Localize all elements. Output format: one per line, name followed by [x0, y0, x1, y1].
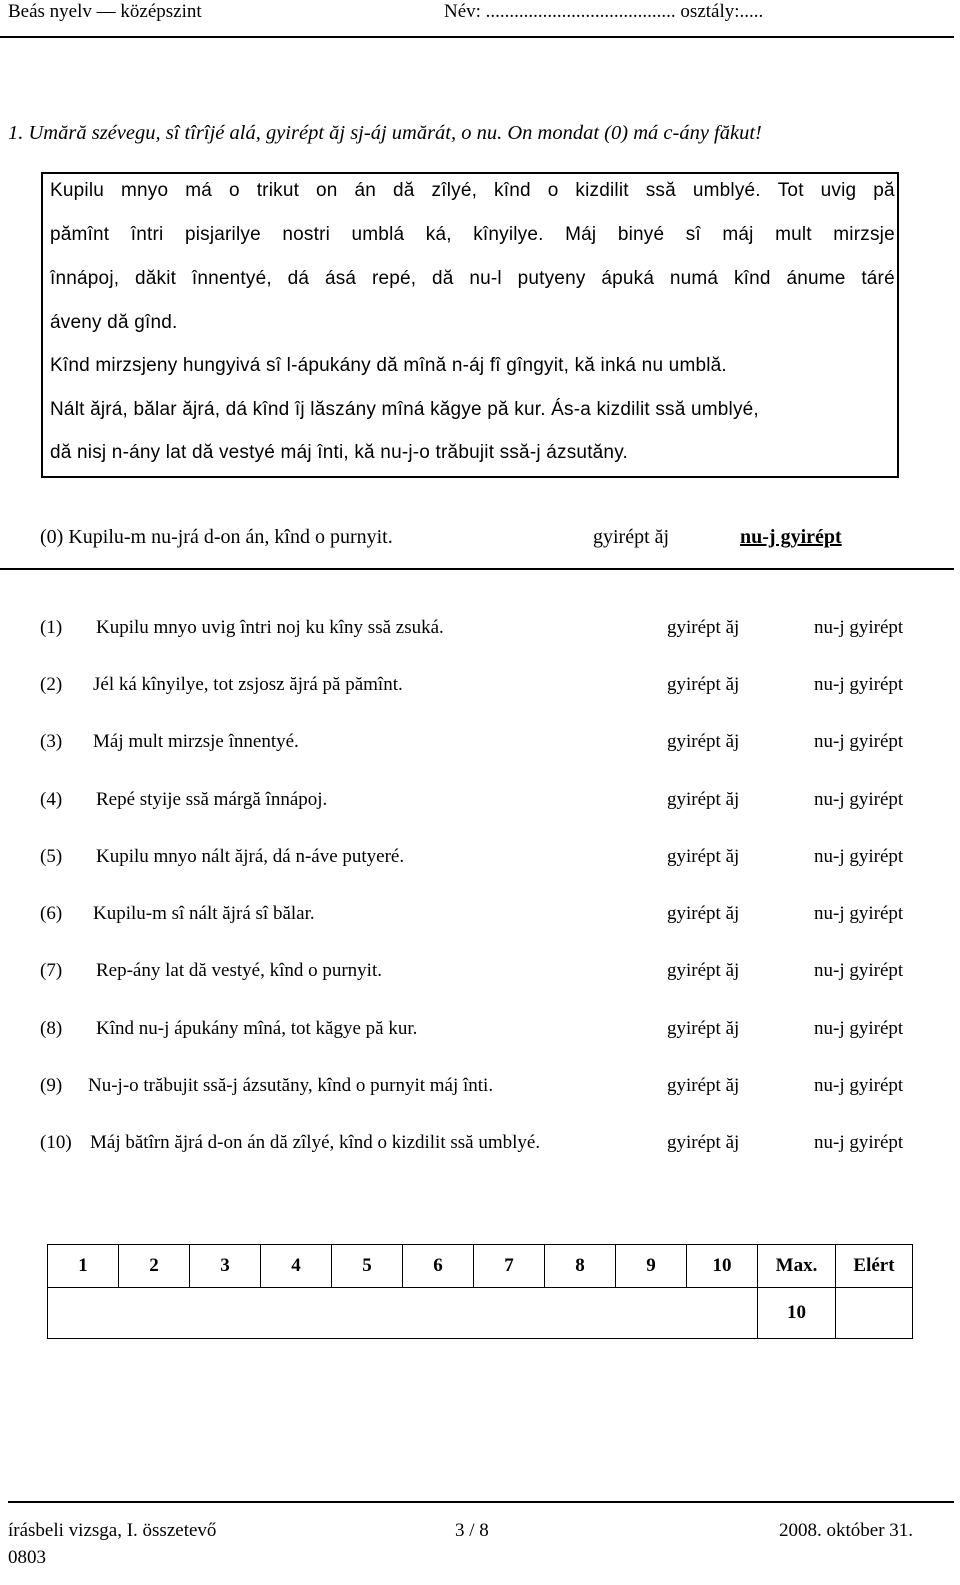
word: sî	[685, 224, 701, 245]
word: má	[185, 180, 212, 201]
item-number: (8)	[40, 1018, 63, 1039]
word: umblyé.	[692, 180, 761, 201]
statement-item	[40, 731, 930, 761]
score-header-cell: 7	[474, 1245, 545, 1288]
statement-item	[40, 1018, 930, 1048]
item-text: Kupilu mnyo nált ăjrá, dá n-áve putyeré.	[96, 846, 405, 867]
word: táré	[861, 268, 895, 289]
word: înnentyé,	[191, 268, 272, 289]
max-points-cell: 10	[758, 1288, 836, 1339]
word: o	[547, 180, 559, 201]
section-rule	[0, 568, 954, 570]
item-text: Nu-j-o trăbujit ssă-j ázsutăny, kînd o purnyit máj înti.	[88, 1075, 494, 1096]
score-header-cell: 1	[48, 1245, 119, 1288]
word: dă	[393, 180, 415, 201]
item-text: Máj bătîrn ăjrá d-on án dă zîlyé, kînd o kizdilit ssă umblyé.	[90, 1132, 541, 1153]
word: Kupilu	[50, 180, 105, 201]
word: binyé	[617, 224, 665, 245]
word: pisjarilye	[184, 224, 261, 245]
score-header-cell: Max.	[758, 1245, 836, 1288]
item-number: (5)	[40, 846, 63, 867]
word: nostri	[282, 224, 331, 245]
word: ká,	[425, 224, 452, 245]
word: înnápoj,	[50, 268, 120, 289]
footer-exam-type: írásbeli vizsga, I. összetevő	[8, 1520, 217, 1541]
word: mnyo	[120, 180, 169, 201]
option-true[interactable]: gyirépt ăj	[667, 846, 740, 867]
word: întri	[130, 224, 164, 245]
word: Tot	[777, 180, 804, 201]
item-text: Rep-ány lat dă vestyé, kînd o purnyit.	[96, 960, 382, 981]
example-sentence: (0) Kupilu-m nu-jrá d-on án, kînd o purnyit.	[40, 526, 393, 548]
item-text: Jél ká kînyilye, tot zsjosz ăjrá pă pămînt.	[93, 674, 403, 695]
score-header-cell: 5	[332, 1245, 403, 1288]
word: kizdilit	[575, 180, 629, 201]
word: on	[316, 180, 338, 201]
page-header	[0, 0, 960, 40]
reading-line: dă nisj n-ány lat dă vestyé máj înti, kă nu-j-o trăbujit ssă-j ázsutăny.	[50, 442, 628, 463]
option-true[interactable]: gyirépt ăj	[667, 617, 740, 638]
word: umblá	[351, 224, 405, 245]
name-class-field: Név: ........................................ osztály:.....	[444, 1, 764, 22]
exam-code: 0803	[8, 1547, 46, 1568]
option-true[interactable]: gyirépt ăj	[667, 1075, 740, 1096]
option-true[interactable]: gyirépt ăj	[667, 789, 740, 810]
statement-item	[40, 789, 930, 819]
score-header-cell: 2	[119, 1245, 190, 1288]
reading-line: áveny dă gînd.	[50, 312, 178, 333]
score-table	[47, 1244, 913, 1339]
item-text: Kînd nu-j ápukány mîná, tot kăgye pă kur.	[96, 1018, 418, 1039]
footer-date: 2008. október 31.	[779, 1520, 914, 1541]
word: dă	[432, 268, 454, 289]
word: dăkit	[134, 268, 177, 289]
reading-line: Nált ăjrá, bălar ăjrá, dá kînd îj lăszány mîná kăgye pă kur. Ás-a kizdilit ssă umblyé,	[50, 399, 759, 420]
word: Máj	[565, 224, 597, 245]
item-number: (7)	[40, 960, 63, 981]
word: pă	[873, 180, 895, 201]
option-false[interactable]: nu-j gyirépt	[814, 1132, 904, 1153]
item-number: (6)	[40, 903, 63, 924]
header-rule	[0, 36, 954, 38]
option-false[interactable]: nu-j gyirépt	[814, 617, 904, 638]
statement-item	[40, 617, 930, 647]
word: kînyilye.	[473, 224, 544, 245]
item-number: (9)	[40, 1075, 63, 1096]
example-answer-underlined: nu-j gyirépt	[740, 526, 842, 548]
word: ssă	[645, 180, 676, 201]
word: o	[228, 180, 240, 201]
statement-item	[40, 960, 930, 990]
option-false[interactable]: nu-j gyirépt	[814, 1018, 904, 1039]
word: numá	[669, 268, 719, 289]
statement-item	[40, 846, 930, 876]
word: nu-l	[469, 268, 502, 289]
option-false[interactable]: nu-j gyirépt	[814, 903, 904, 924]
statement-item	[40, 903, 930, 933]
option-false[interactable]: nu-j gyirépt	[814, 731, 904, 752]
task-title: 1. Umără szévegu, sî tîrîjé alá, gyirépt ăj sj-áj umărát, o nu. On mondat (0) má c-ány făkut!	[8, 122, 762, 144]
example-option-false	[740, 526, 842, 549]
option-true[interactable]: gyirépt ăj	[667, 674, 740, 695]
word: putyeny	[517, 268, 586, 289]
statement-item	[40, 674, 930, 704]
footer-page-number: 3 / 8	[455, 1520, 489, 1541]
item-text: Kupilu mnyo uvig întri noj ku kîny ssă zsuká.	[96, 617, 444, 638]
item-number: (2)	[40, 674, 63, 695]
score-body-row	[48, 1288, 913, 1339]
example-option-true: gyirépt ăj	[593, 526, 670, 548]
score-header-cell: 6	[403, 1245, 474, 1288]
score-entry-cell[interactable]	[48, 1288, 758, 1339]
reading-line	[50, 180, 895, 202]
score-header-cell: Elért	[836, 1245, 913, 1288]
reading-text-box	[41, 172, 899, 478]
item-text: Máj mult mirzsje înnentyé.	[93, 731, 299, 752]
word: ásá	[324, 268, 357, 289]
word: kînd	[733, 268, 771, 289]
score-header-cell: 8	[545, 1245, 616, 1288]
option-false[interactable]: nu-j gyirépt	[814, 789, 904, 810]
word: ánume	[786, 268, 846, 289]
option-true[interactable]: gyirépt ăj	[667, 903, 740, 924]
item-number: (1)	[40, 617, 63, 638]
score-header-cell: 4	[261, 1245, 332, 1288]
word: trikut	[256, 180, 300, 201]
word: uvig	[820, 180, 857, 201]
reading-line	[50, 268, 895, 290]
word: mult	[775, 224, 812, 245]
item-text: Repé styije ssă márgă înnápoj.	[96, 789, 328, 810]
item-number: (4)	[40, 789, 63, 810]
item-number: (10)	[40, 1132, 72, 1153]
option-true[interactable]: gyirépt ăj	[667, 960, 740, 981]
subject-label: Beás nyelv — középszint	[8, 1, 202, 22]
statement-item	[40, 1132, 930, 1162]
word: dá	[287, 268, 310, 289]
score-header-cell: 9	[616, 1245, 687, 1288]
reading-line: Kînd mirzsjeny hungyivá sî l-ápukány dă mînă n-áj fî gîngyit, kă inká nu umblă.	[50, 355, 727, 376]
word: repé,	[371, 268, 417, 289]
word: kînd	[494, 180, 531, 201]
option-false[interactable]: nu-j gyirépt	[814, 1075, 904, 1096]
option-false[interactable]: nu-j gyirépt	[814, 960, 904, 981]
word: án	[354, 180, 377, 201]
option-true[interactable]: gyirépt ăj	[667, 1132, 740, 1153]
word: ápuká	[601, 268, 655, 289]
option-true[interactable]: gyirépt ăj	[667, 1018, 740, 1039]
score-header-cell: 10	[687, 1245, 758, 1288]
option-false[interactable]: nu-j gyirépt	[814, 846, 904, 867]
option-false[interactable]: nu-j gyirépt	[814, 674, 904, 695]
score-header-cell: 3	[190, 1245, 261, 1288]
score-header-row	[48, 1245, 913, 1288]
word: pămînt	[50, 224, 110, 245]
word: máj	[722, 224, 754, 245]
item-number: (3)	[40, 731, 63, 752]
word: mirzsje	[833, 224, 895, 245]
reading-line	[50, 224, 895, 246]
achieved-points-cell[interactable]	[836, 1288, 913, 1339]
option-true[interactable]: gyirépt ăj	[667, 731, 740, 752]
word: zîlyé,	[431, 180, 478, 201]
footer-rule	[8, 1501, 954, 1503]
statement-item	[40, 1075, 930, 1105]
item-text: Kupilu-m sî nált ăjrá sî bălar.	[93, 903, 315, 924]
